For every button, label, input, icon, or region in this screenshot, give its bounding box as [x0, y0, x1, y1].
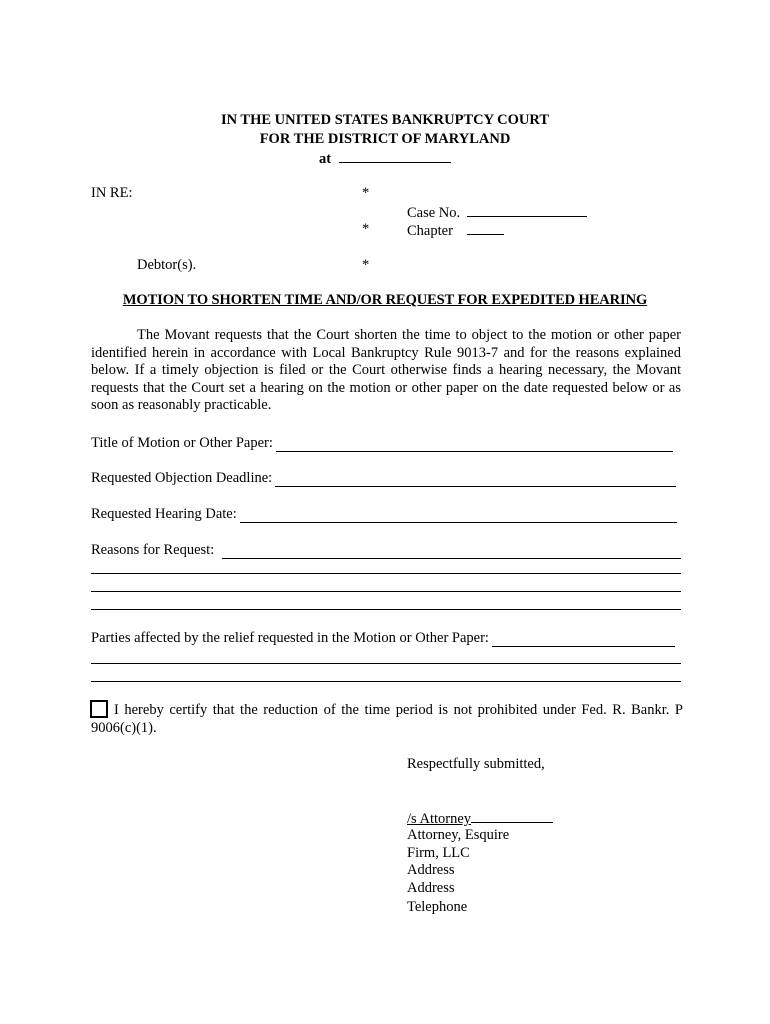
signature-line[interactable]: [407, 808, 553, 828]
title-of-motion-blank[interactable]: [276, 437, 673, 452]
case-number-blank[interactable]: [467, 202, 587, 217]
case-number-field: [407, 202, 587, 222]
chapter-blank[interactable]: [467, 220, 504, 235]
court-name-line2: FOR THE DISTRICT OF MARYLAND: [259, 131, 511, 147]
hearing-date-row: [91, 505, 677, 523]
court-location-prefix: at: [319, 151, 332, 167]
reasons-row: [91, 541, 681, 559]
reasons-blank[interactable]: [222, 544, 681, 559]
title-of-motion-row: [91, 434, 673, 452]
signature-blank: [471, 808, 553, 823]
address-line-2: Address: [407, 880, 455, 896]
firm-name: Firm, LLC: [407, 845, 470, 861]
court-location-line: [319, 148, 451, 168]
parties-affected-label: Parties affected by the relief requested in the Motion or Other Paper:: [91, 630, 489, 646]
closing-text: Respectfully submitted,: [407, 756, 545, 772]
motion-title: MOTION TO SHORTEN TIME AND/OR REQUEST FOR EXPEDITED HEARING: [122, 292, 648, 308]
in-re-label: IN RE:: [91, 185, 133, 201]
chapter-field: [407, 220, 504, 240]
objection-deadline-row: [91, 469, 676, 487]
parties-line-2[interactable]: [91, 663, 681, 664]
attorney-name: Attorney, Esquire: [407, 827, 510, 843]
caption-star: *: [362, 257, 370, 273]
objection-deadline-label: Requested Objection Deadline:: [91, 470, 273, 486]
parties-affected-row: [91, 629, 675, 647]
reasons-label: Reasons for Request:: [91, 542, 215, 558]
reasons-line-2[interactable]: [91, 573, 681, 574]
debtor-label: Debtor(s).: [137, 257, 197, 273]
certification-text: I hereby certify that the reduction of the time period is not prohibited under Fed. R. Bankr. P 9006(c)(1).: [91, 702, 683, 736]
court-location-blank[interactable]: [339, 148, 451, 163]
hearing-date-blank[interactable]: [240, 508, 677, 523]
title-of-motion-label: Title of Motion or Other Paper:: [91, 435, 273, 451]
address-line-1: Address: [407, 862, 455, 878]
parties-line-3[interactable]: [91, 681, 681, 682]
hearing-date-label: Requested Hearing Date:: [91, 506, 237, 522]
parties-affected-blank[interactable]: [492, 632, 675, 647]
objection-deadline-blank[interactable]: [275, 472, 676, 487]
reasons-line-4[interactable]: [91, 609, 681, 610]
chapter-label: Chapter: [407, 223, 453, 239]
caption-star: *: [362, 185, 370, 201]
signature-text: /s Attorney: [407, 811, 472, 827]
caption-star: *: [362, 221, 370, 237]
reasons-line-3[interactable]: [91, 591, 681, 592]
body-paragraph: The Movant requests that the Court shorten the time to object to the motion or other paper identified herein in accordance with Local Bankruptcy Rule 9013-7 and for the reasons explained below. If a timely objection is filed or the Court otherwise finds a hearing necessary, the Movant requests that the Court set a hearing on the motion or other paper on the date requested below or as soon as reasonably practicable.: [91, 327, 681, 414]
court-name-line1: IN THE UNITED STATES BANKRUPTCY COURT: [220, 112, 550, 128]
case-number-label: Case No.: [407, 205, 461, 221]
telephone: Telephone: [407, 899, 468, 915]
